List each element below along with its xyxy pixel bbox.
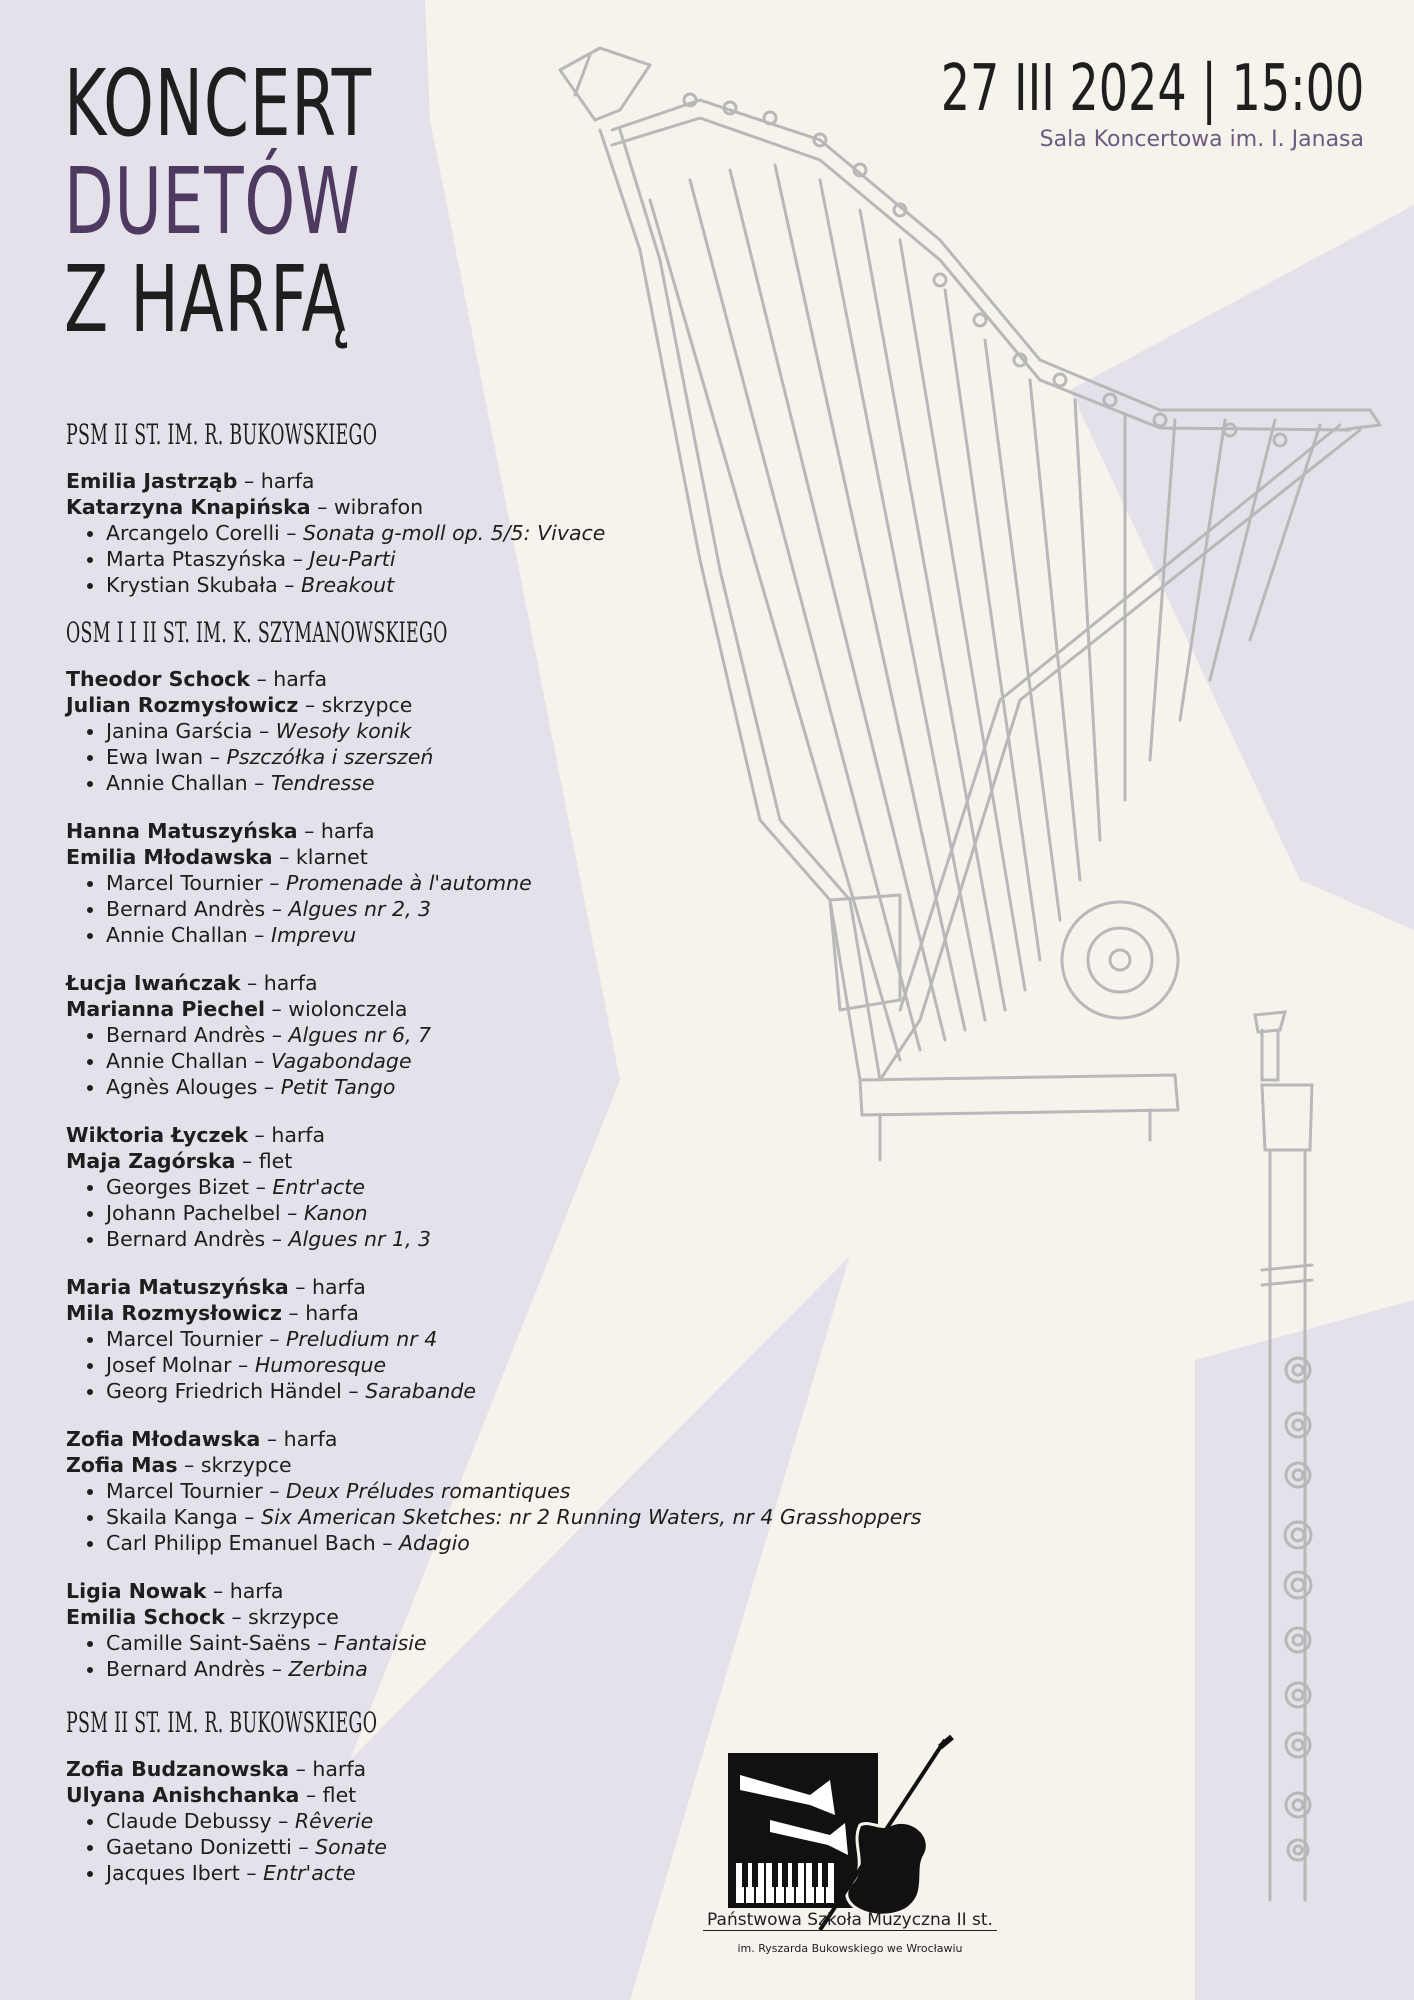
piece-title: Fantaisie — [333, 1631, 427, 1655]
piece-composer: Krystian Skubała — [106, 573, 278, 597]
performer-line: Maja Zagórska – flet — [66, 1149, 293, 1173]
performer-name: Łucja Iwańczak — [66, 971, 241, 995]
performer-instrument: harfa — [273, 667, 328, 691]
piece-composer: Bernard Andrès — [106, 897, 266, 921]
piece-composer: Annie Challan — [106, 923, 248, 947]
piece-title: Petit Tango — [280, 1075, 396, 1099]
duo-entry — [66, 1426, 966, 1556]
piece-item: • Marcel Tournier – Promenade à l'automne — [106, 870, 966, 896]
piece-item: • Gaetano Donizetti – Sonate — [106, 1834, 966, 1860]
performer-name: Zofia Młodawska — [66, 1427, 261, 1451]
performer-instrument: harfa — [260, 469, 315, 493]
piece-item: • Janina Garścia – Wesoły konik — [106, 718, 966, 744]
piece-item: • Georg Friedrich Händel – Sarabande — [106, 1378, 966, 1404]
performer-name: Maria Matuszyńska — [66, 1275, 289, 1299]
duo-entry — [66, 1578, 966, 1682]
piece-item: • Marta Ptaszyńska – Jeu-Parti — [106, 546, 966, 572]
performer-line: Wiktoria Łyczek – harfa — [66, 1123, 326, 1147]
piece-composer: Claude Debussy — [106, 1809, 272, 1833]
performer-instrument: harfa — [271, 1123, 326, 1147]
performer-line: Emilia Młodawska – klarnet — [66, 845, 368, 869]
school-subname: im. Ryszarda Bukowskiego we Wrocławiu — [737, 1942, 963, 1955]
piece-title: Entr'acte — [272, 1175, 365, 1199]
piece-title: Imprevu — [270, 923, 357, 947]
performer-line: Katarzyna Knapińska – wibrafon — [66, 495, 424, 519]
piece-item: • Annie Challan – Tendresse — [106, 770, 966, 796]
performer-name: Zofia Budzanowska — [66, 1757, 290, 1781]
performer-instrument: skrzypce — [321, 693, 413, 717]
piece-item: • Bernard Andrès – Algues nr 6, 7 — [106, 1022, 966, 1048]
piece-composer: Marcel Tournier — [106, 1479, 263, 1503]
piece-title: Vagabondage — [270, 1049, 412, 1073]
program-list — [66, 412, 966, 1908]
piece-composer: Janina Garścia — [106, 719, 253, 743]
piece-item: • Johann Pachelbel – Kanon — [106, 1200, 966, 1226]
performer-line: Mila Rozmysłowicz – harfa — [66, 1301, 359, 1325]
piece-composer: Skaila Kanga — [106, 1505, 238, 1529]
performer-line: Zofia Młodawska – harfa — [66, 1427, 338, 1451]
piece-composer: Marcel Tournier — [106, 871, 263, 895]
performer-name: Zofia Mas — [66, 1453, 178, 1477]
piece-item: • Krystian Skubała – Breakout — [106, 572, 966, 598]
piece-composer: Bernard Andrès — [106, 1227, 266, 1251]
piece-composer: Arcangelo Corelli — [106, 521, 280, 545]
piece-item: • Camille Saint-Saëns – Fantaisie — [106, 1630, 966, 1656]
piece-item: • Claude Debussy – Rêverie — [106, 1808, 966, 1834]
piece-composer: Bernard Andrès — [106, 1657, 266, 1681]
performer-instrument: wiolonczela — [288, 997, 408, 1021]
performer-name: Hanna Matuszyńska — [66, 819, 298, 843]
title-line-3: Z HARFĄ — [64, 246, 347, 353]
school-name-text: Państwowa Szkoła Muzyczna II st. — [703, 1910, 997, 1931]
piece-list — [66, 1630, 966, 1682]
piece-title: Tendresse — [270, 771, 375, 795]
performer-line: Emilia Jastrząb – harfa — [66, 469, 315, 493]
performer-name: Maja Zagórska — [66, 1149, 236, 1173]
performer-line: Marianna Piechel – wiolonczela — [66, 997, 408, 1021]
title-line-1: KONCERT — [64, 50, 372, 157]
piece-item: • Carl Philipp Emanuel Bach – Adagio — [106, 1530, 966, 1556]
performer-line: Ulyana Anishchanka – flet — [66, 1783, 357, 1807]
piece-title: Sarabande — [365, 1379, 476, 1403]
piece-composer: Marcel Tournier — [106, 1327, 263, 1351]
performer-instrument: harfa — [305, 1301, 359, 1325]
concert-title — [64, 50, 459, 353]
piece-list — [66, 1326, 966, 1404]
piece-item: • Annie Challan – Imprevu — [106, 922, 966, 948]
school-name — [700, 1910, 1000, 1930]
piece-composer: Annie Challan — [106, 1049, 248, 1073]
piece-title: Breakout — [301, 573, 395, 597]
piece-title: Jeu-Parti — [309, 547, 396, 571]
piece-title: Adagio — [398, 1531, 470, 1555]
concert-date: 27 III 2024 | 15:00 — [940, 52, 1364, 126]
duo-entry — [66, 1122, 966, 1252]
performer-instrument: harfa — [263, 971, 318, 995]
piece-title: Six American Sketches: nr 2 Running Waters, nr 4 Grasshoppers — [261, 1505, 922, 1529]
piece-list — [66, 718, 966, 796]
piece-item: • Agnès Alouges – Petit Tango — [106, 1074, 966, 1100]
performer-line: Ligia Nowak – harfa — [66, 1579, 284, 1603]
piece-item: • Skaila Kanga – Six American Sketches: nr 2 Running Waters, nr 4 Grasshoppers — [106, 1504, 966, 1530]
piece-title: Pszczółka i szerszeń — [226, 745, 434, 769]
piece-item: • Josef Molnar – Humoresque — [106, 1352, 966, 1378]
performer-instrument: skrzypce — [200, 1453, 292, 1477]
piece-item: • Ewa Iwan – Pszczółka i szerszeń — [106, 744, 966, 770]
performer-line: Emilia Schock – skrzypce — [66, 1605, 339, 1629]
performer-line: Theodor Schock – harfa — [66, 667, 328, 691]
piece-item: • Jacques Ibert – Entr'acte — [106, 1860, 966, 1886]
performer-name: Ulyana Anishchanka — [66, 1783, 300, 1807]
piece-composer: Gaetano Donizetti — [106, 1835, 292, 1859]
school-heading: OSM I I II ST. IM. K. SZYMANOWSKIEGO — [66, 616, 448, 649]
piece-list — [66, 1478, 966, 1556]
piece-composer: Carl Philipp Emanuel Bach — [106, 1531, 376, 1555]
school-heading: PSM II ST. IM. R. BUKOWSKIEGO — [66, 1706, 378, 1739]
performer-name: Wiktoria Łyczek — [66, 1123, 249, 1147]
school-logo-icon — [700, 1735, 1000, 1935]
performer-line: Zofia Budzanowska – harfa — [66, 1757, 367, 1781]
piece-title: Sonata g-moll op. 5/5: Vivace — [303, 521, 606, 545]
performer-instrument: skrzypce — [248, 1605, 339, 1629]
piece-composer: Jacques Ibert — [106, 1861, 240, 1885]
piece-composer: Bernard Andrès — [106, 1023, 266, 1047]
concert-venue: Sala Koncertowa im. I. Janasa — [1039, 127, 1364, 152]
piece-item: • Bernard Andrès – Algues nr 2, 3 — [106, 896, 966, 922]
piece-title: Algues nr 2, 3 — [288, 897, 432, 921]
piece-title: Humoresque — [254, 1353, 387, 1377]
piece-title: Deux Préludes romantiques — [286, 1479, 571, 1503]
performer-line: Zofia Mas – skrzypce — [66, 1453, 292, 1477]
piece-composer: Camille Saint-Saëns — [106, 1631, 311, 1655]
performer-instrument: wibrafon — [333, 495, 424, 519]
performer-instrument: harfa — [312, 1757, 367, 1781]
piece-item: • Georges Bizet – Entr'acte — [106, 1174, 966, 1200]
duo-entry — [66, 468, 966, 598]
performer-instrument: harfa — [283, 1427, 338, 1451]
piece-composer: Agnès Alouges — [106, 1075, 258, 1099]
piece-title: Zerbina — [288, 1657, 368, 1681]
performer-instrument: flet — [322, 1783, 357, 1807]
piece-list — [66, 1022, 966, 1100]
piece-composer: Georg Friedrich Händel — [106, 1379, 342, 1403]
piece-title: Algues nr 6, 7 — [288, 1023, 432, 1047]
piece-item: • Marcel Tournier – Deux Préludes romantiques — [106, 1478, 966, 1504]
performer-line: Maria Matuszyńska – harfa — [66, 1275, 366, 1299]
piece-item: • Bernard Andrès – Algues nr 1, 3 — [106, 1226, 966, 1252]
performer-instrument: klarnet — [295, 845, 368, 869]
piece-title: Kanon — [303, 1201, 368, 1225]
performer-instrument: flet — [258, 1149, 293, 1173]
piece-title: Algues nr 1, 3 — [288, 1227, 432, 1251]
performer-name: Emilia Młodawska — [66, 845, 273, 869]
performer-line: Hanna Matuszyńska – harfa — [66, 819, 375, 843]
piece-item: • Arcangelo Corelli – Sonata g-moll op. 5/5: Vivace — [106, 520, 966, 546]
piece-title: Rêverie — [294, 1809, 374, 1833]
title-line-2: DUETÓW — [64, 148, 361, 255]
piece-list — [66, 870, 966, 948]
piece-composer: Ewa Iwan — [106, 745, 204, 769]
piece-composer: Johann Pachelbel — [106, 1201, 281, 1225]
piece-title: Sonate — [315, 1835, 387, 1859]
duo-entry — [66, 818, 966, 948]
piece-composer: Georges Bizet — [106, 1175, 250, 1199]
performer-name: Mila Rozmysłowicz — [66, 1301, 282, 1325]
performer-line: Łucja Iwańczak – harfa — [66, 971, 318, 995]
piece-list — [66, 520, 966, 598]
performer-name: Emilia Schock — [66, 1605, 225, 1629]
piece-item: • Annie Challan – Vagabondage — [106, 1048, 966, 1074]
piece-composer: Marta Ptaszyńska — [106, 547, 287, 571]
duo-entry — [66, 666, 966, 796]
piece-item: • Bernard Andrès – Zerbina — [106, 1656, 966, 1682]
piece-list — [66, 1174, 966, 1252]
duo-entry — [66, 1274, 966, 1404]
performer-instrument: harfa — [320, 819, 375, 843]
piece-title: Promenade à l'automne — [286, 871, 532, 895]
piece-composer: Annie Challan — [106, 771, 248, 795]
performer-line: Julian Rozmysłowicz – skrzypce — [66, 693, 413, 717]
performer-name: Emilia Jastrząb — [66, 469, 238, 493]
piece-item: • Marcel Tournier – Preludium nr 4 — [106, 1326, 966, 1352]
performer-name: Marianna Piechel — [66, 997, 265, 1021]
performer-name: Julian Rozmysłowicz — [66, 693, 299, 717]
piece-title: Wesoły konik — [275, 719, 412, 743]
school-heading: PSM II ST. IM. R. BUKOWSKIEGO — [66, 418, 378, 451]
performer-name: Theodor Schock — [66, 667, 250, 691]
piece-composer: Josef Molnar — [106, 1353, 232, 1377]
piece-title: Entr'acte — [263, 1861, 356, 1885]
performer-name: Ligia Nowak — [66, 1579, 207, 1603]
performer-name: Katarzyna Knapińska — [66, 495, 311, 519]
duo-entry — [66, 970, 966, 1100]
performer-instrument: harfa — [312, 1275, 366, 1299]
piece-title: Preludium nr 4 — [286, 1327, 438, 1351]
performer-instrument: harfa — [229, 1579, 284, 1603]
